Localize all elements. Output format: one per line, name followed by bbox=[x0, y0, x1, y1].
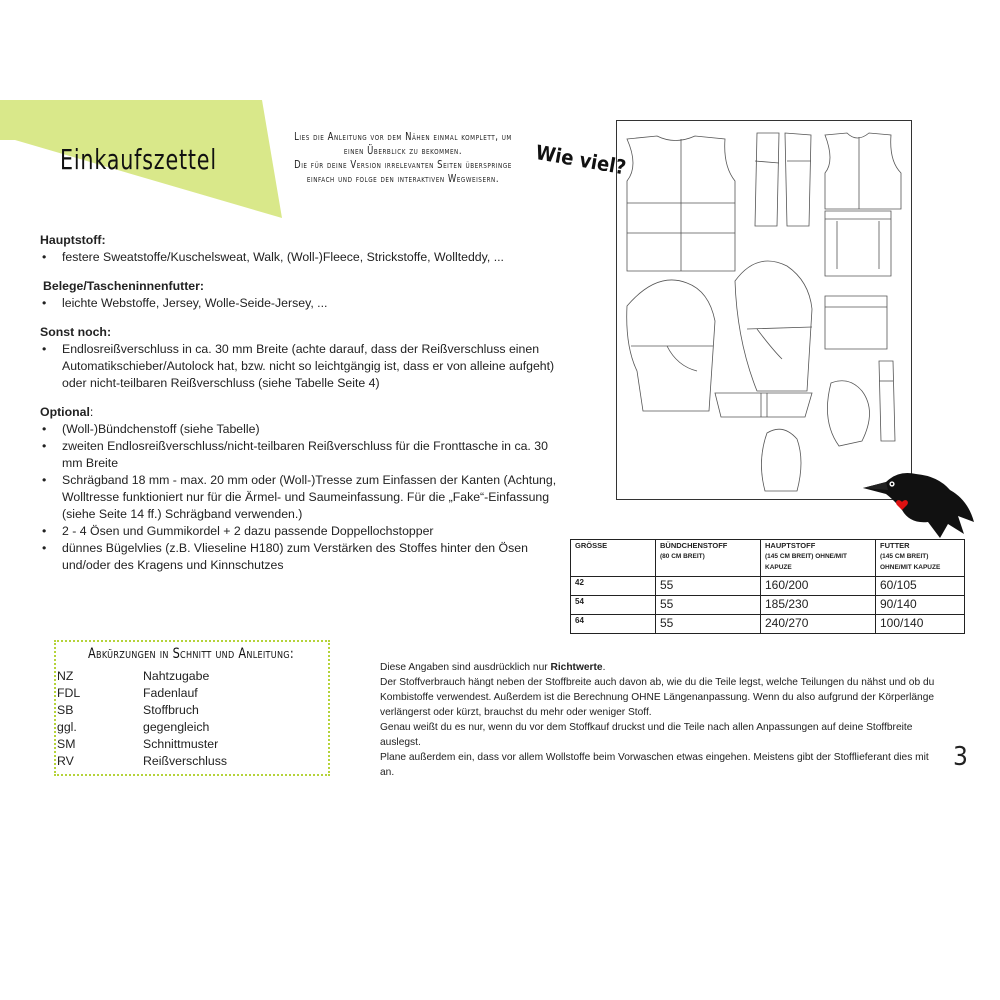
pattern-piece-front-right bbox=[785, 133, 811, 226]
table-cell: 185/230 bbox=[761, 596, 876, 615]
table-cell: 55 bbox=[656, 577, 761, 596]
abbreviations-title: Abkürzungen in Schnitt und Anleitung: bbox=[88, 646, 294, 662]
abbreviation-key: ggl. bbox=[57, 720, 77, 734]
column-header bbox=[876, 540, 965, 577]
section-belege bbox=[40, 278, 570, 312]
abbreviation-key: SM bbox=[57, 737, 76, 751]
list-item: • Schrägband 18 mm - max. 20 mm oder (Woll-)Tresse zum Einfassen der Kanten (Achtung, Wolltresse funktioniert nur für die Ärmel- und Saumeinfassung. Für die „Fake“-Einfassung (siehe Seite 14 ff.) Schrägband verwenden.) bbox=[40, 472, 570, 523]
table-cell: 60/105 bbox=[876, 577, 965, 596]
section-heading: Belege/Tascheninnenfutter: bbox=[43, 279, 205, 293]
section-optional bbox=[40, 404, 570, 574]
crow-with-heart-icon bbox=[858, 462, 978, 542]
note-text: Diese Angaben sind ausdrücklich nur bbox=[380, 662, 551, 673]
note-line bbox=[380, 660, 940, 675]
table-cell: 42 bbox=[571, 577, 656, 596]
pattern-piece-pocket bbox=[825, 211, 891, 276]
header-sublabel: (145 CM BREIT) OHNE/MIT KAPUZE bbox=[765, 553, 847, 571]
pattern-piece-collar bbox=[827, 381, 869, 446]
list-item: • zweiten Endlosreißverschluss/nicht-teilbaren Reißverschluss für die Fronttasche in ca. 30 mm Breite bbox=[40, 438, 570, 472]
optional-heading: Optional bbox=[40, 405, 90, 419]
note-paragraph: Der Stoffverbrauch hängt neben der Stoffbreite auch davon ab, wie du die Teile legst, welche Teilungen du nähst und ob du Kombistoffe verwendest. Außerdem ist die Berechnung OHNE Längenanpassung. Wenn du also aufgrund der Körperlänge verlängerst oder kürzt, brauchst du mehr oder weniger Stoff. bbox=[380, 677, 935, 718]
table-cell: 100/140 bbox=[876, 615, 965, 634]
list-item: • Endlosreißverschluss in ca. 30 mm Breite (achte darauf, dass der Reißverschluss einen Automatikschieber/Autolock hat, bzw. nicht so leichtgängig ist, dass er von alleine aufgeht) oder nicht-teilbaren Reißverschluss (siehe Tabelle Seite 4) bbox=[40, 341, 570, 392]
intro-line: einfach und folge den interaktiven Wegweisern. bbox=[306, 173, 500, 185]
note-paragraph: Genau weißt du es nur, wenn du vor dem Stoffkauf druckst und die Teile nach allen Anpassungen auf deine Stoffbreite auslegst. bbox=[380, 722, 913, 748]
list-item: • (Woll-)Bündchenstoff (siehe Tabelle) bbox=[40, 421, 570, 438]
pattern-piece-sleeve bbox=[627, 280, 715, 411]
pattern-piece-yoke bbox=[825, 133, 901, 209]
abbreviation-value: Reißverschluss bbox=[143, 754, 228, 768]
pattern-piece-hood bbox=[825, 296, 887, 349]
abbreviation-value: Fadenlauf bbox=[143, 686, 198, 700]
page-number: 3 bbox=[953, 742, 968, 772]
header-label: HAUPTSTOFF bbox=[765, 541, 816, 550]
header-label: GRÖSSE bbox=[575, 541, 608, 550]
column-header bbox=[571, 540, 656, 577]
header-sublabel: (80 CM BREIT) bbox=[660, 553, 705, 560]
abbreviation-value: Stoffbruch bbox=[143, 703, 199, 717]
section-heading: Sonst noch: bbox=[40, 325, 112, 339]
abbreviation-key: FDL bbox=[57, 686, 81, 700]
abbreviation-row bbox=[57, 668, 227, 685]
list-item: • leichte Webstoffe, Jersey, Wolle-Seide-Jersey, ... bbox=[40, 295, 570, 312]
fabric-table bbox=[570, 539, 965, 634]
header-sublabel: (145 CM BREIT) OHNE/MIT KAPUZE bbox=[880, 553, 941, 571]
header-label: BÜNDCHENSTOFF bbox=[660, 541, 728, 550]
abbreviations-list bbox=[57, 668, 227, 770]
intro-line: einen Überblick zu bekommen. bbox=[343, 145, 463, 157]
column-header bbox=[761, 540, 876, 577]
section-heading: Hauptstoff: bbox=[40, 233, 106, 247]
abbreviation-row bbox=[57, 685, 227, 702]
fabric-note bbox=[380, 660, 940, 780]
intro-line: Die für deine Version irrelevanten Seiten überspringe bbox=[294, 159, 512, 171]
abbreviation-value: Schnittmuster bbox=[143, 737, 219, 751]
pattern-piece-band bbox=[715, 393, 812, 417]
table-cell: 64 bbox=[571, 615, 656, 634]
heading-colon: : bbox=[89, 405, 94, 419]
table-row bbox=[571, 596, 965, 615]
pattern-piece-hood-side bbox=[761, 429, 801, 491]
table-cell: 160/200 bbox=[761, 577, 876, 596]
section-heading bbox=[40, 404, 570, 421]
column-header bbox=[656, 540, 761, 577]
intro-line: Lies die Anleitung vor dem Nähen einmal komplett, um bbox=[294, 131, 512, 143]
abbreviation-key: RV bbox=[57, 754, 74, 768]
table-cell: 90/140 bbox=[876, 596, 965, 615]
table-cell: 240/270 bbox=[761, 615, 876, 634]
abbreviation-key: NZ bbox=[57, 669, 74, 683]
table-cell: 54 bbox=[571, 596, 656, 615]
abbreviation-row bbox=[57, 719, 227, 736]
abbreviation-row bbox=[57, 753, 227, 770]
pattern-piece-front-left bbox=[755, 133, 779, 226]
abbreviation-key: SB bbox=[57, 703, 74, 717]
wie-viel-heading: Wie viel? bbox=[533, 140, 628, 180]
table-cell: 55 bbox=[656, 615, 761, 634]
table-row bbox=[571, 615, 965, 634]
list-item: • festere Sweatstoffe/Kuschelsweat, Walk, (Woll-)Fleece, Strickstoffe, Wollteddy, ... bbox=[40, 249, 570, 266]
list-item: • 2 - 4 Ösen und Gummikordel + 2 dazu passende Doppellochstopper bbox=[40, 523, 570, 540]
table-row bbox=[571, 577, 965, 596]
note-emphasis: Richtwerte bbox=[550, 662, 603, 673]
shopping-list bbox=[40, 232, 570, 586]
intro-text bbox=[282, 130, 525, 186]
page-title: Einkaufszettel bbox=[60, 143, 217, 176]
table-header-row bbox=[571, 540, 965, 577]
pattern-piece-strip bbox=[879, 361, 895, 441]
pattern-piece-sleeve-2 bbox=[735, 261, 812, 391]
abbreviation-row bbox=[57, 702, 227, 719]
abbreviation-row bbox=[57, 736, 227, 753]
abbreviation-value: gegengleich bbox=[143, 720, 210, 734]
abbreviation-value: Nahtzugabe bbox=[143, 669, 210, 683]
section-sonst bbox=[40, 324, 570, 392]
header-label: FUTTER bbox=[880, 541, 910, 550]
note-text: . bbox=[602, 662, 606, 673]
list-item: • dünnes Bügelvlies (z.B. Vlieseline H180) zum Verstärken des Stoffes hinter den Ösen und/oder des Kragens und Kinnschutzes bbox=[40, 540, 570, 574]
section-hauptstoff bbox=[40, 232, 570, 266]
pattern-layout-diagram bbox=[616, 120, 912, 500]
note-paragraph: Plane außerdem ein, dass vor allem Wollstoffe beim Vorwaschen etwas eingehen. Meistens gibt der Stofflieferant dies mit an. bbox=[380, 752, 929, 778]
table-cell: 55 bbox=[656, 596, 761, 615]
